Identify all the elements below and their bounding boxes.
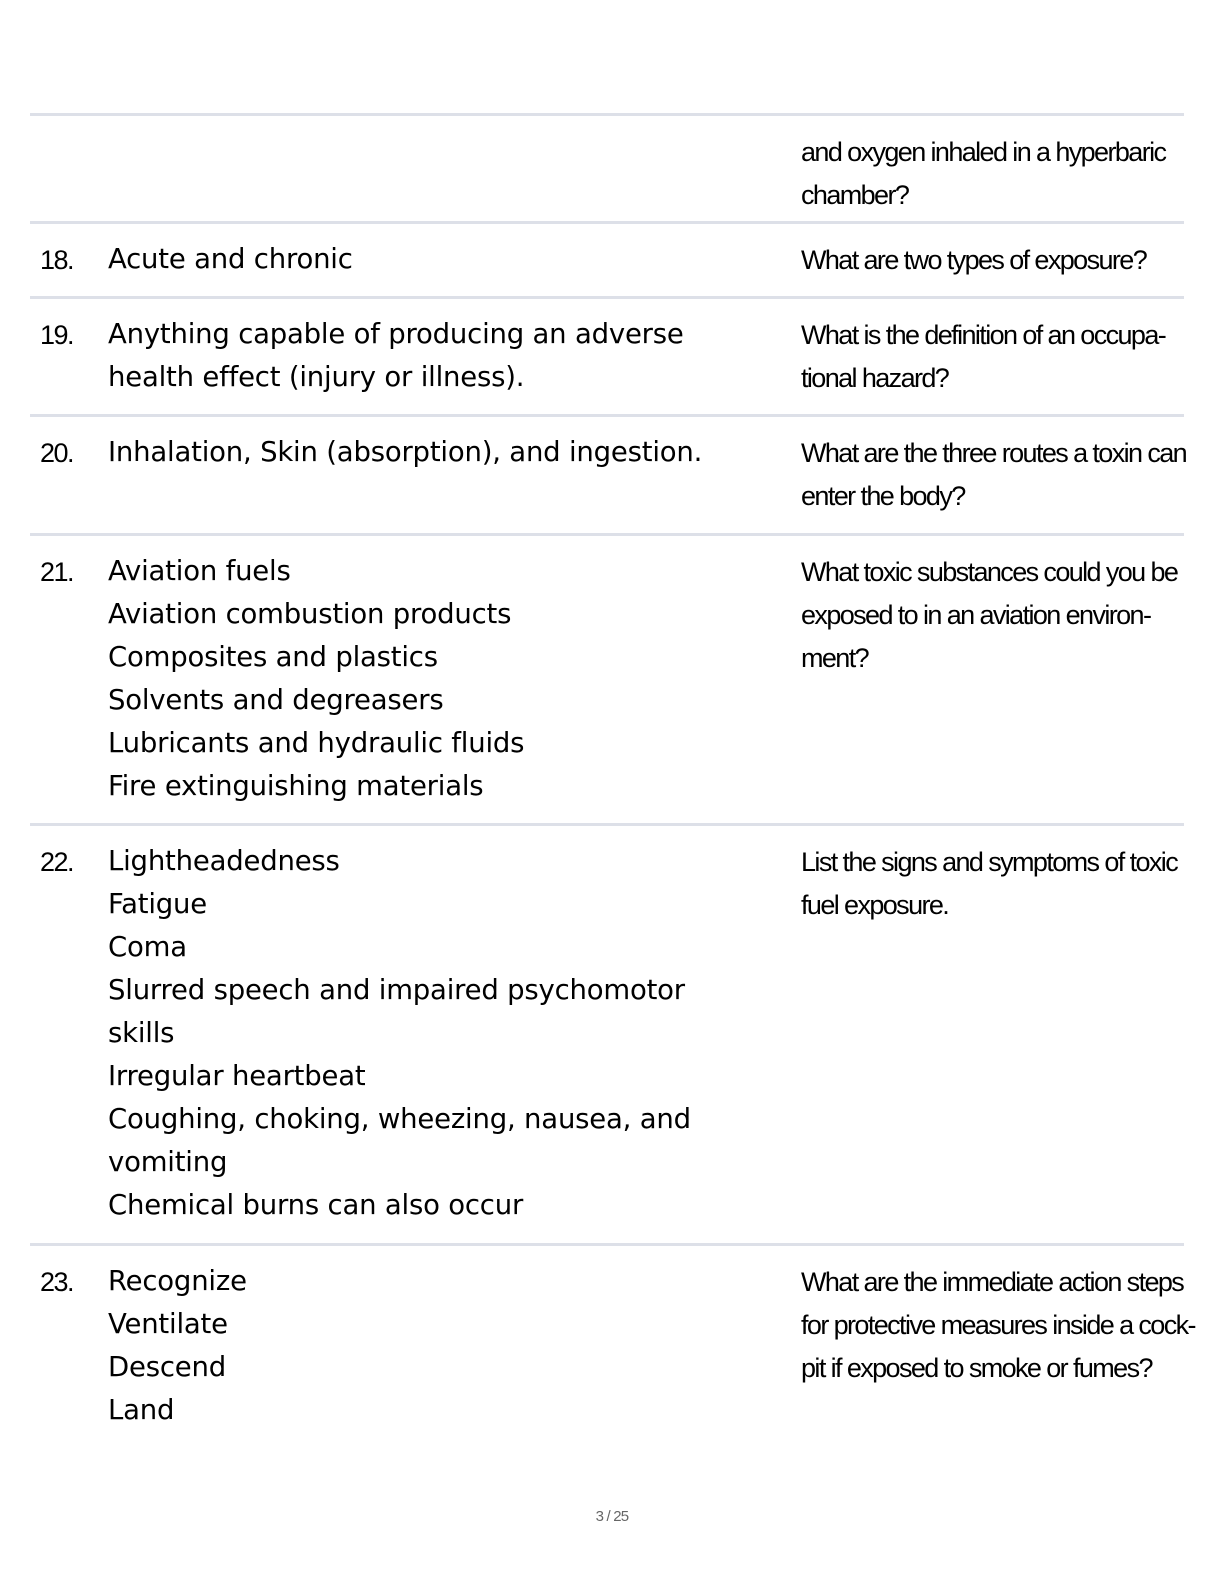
answer-line: Anything capable of producing an adverse [108,318,684,350]
answer-cell [108,840,691,1227]
question-line: and oxygen inhaled in a hyperbaric [801,137,1166,167]
question-line: What toxic substances could you be [801,557,1178,587]
answer-line: Aviation fuels [108,555,291,587]
table-row [30,533,1184,823]
answer-line: Solvents and degreasers [108,684,444,716]
question-line: What is the definition of an occupa- [801,320,1166,350]
question-cell [801,841,1177,927]
item-number: 20. [40,438,74,468]
table-row [30,221,1184,296]
item-number: 21. [40,557,74,587]
question-cell [801,1261,1195,1390]
flashcard-table [30,113,1195,1463]
item-number: 19. [40,320,74,350]
question-line: fuel exposure. [801,890,949,920]
question-line: tional hazard? [801,363,949,393]
answer-line: Inhalation, Skin (absorption), and ingestion. [108,436,703,468]
answer-line: Aviation combustion products [108,598,512,630]
question-cell [801,239,1146,282]
answer-line: Recognize [108,1265,247,1297]
table-row [30,823,1184,1243]
question-line: exposed to in an aviation environ- [801,600,1151,630]
question-cell [801,432,1186,518]
question-cell [801,551,1177,680]
item-number: 18. [40,245,74,275]
answer-line: Irregular heartbeat [108,1060,366,1092]
question-line: chamber? [801,180,909,210]
question-line: for protective measures inside a cock- [801,1310,1195,1340]
answer-line: Fatigue [108,888,207,920]
answer-cell [108,550,524,808]
answer-cell [108,238,353,281]
table-row [30,1243,1195,1463]
answer-line: Lightheadedness [108,845,340,877]
answer-line: Chemical burns can also occur [108,1189,524,1221]
answer-line: Ventilate [108,1308,228,1340]
answer-line: Coma [108,931,187,963]
answer-cell [108,431,702,474]
answer-cell [108,313,684,399]
table-row [30,296,1184,414]
item-number: 23. [40,1267,74,1297]
question-line: What are two types of exposure? [801,245,1147,275]
question-line: What are the three routes a toxin can [801,438,1187,468]
question-line: ment? [801,643,869,673]
page-number: 3 / 25 [595,1508,629,1525]
answer-cell [108,1260,247,1432]
question-line: enter the body? [801,481,965,511]
answer-line: vomiting [108,1146,228,1178]
answer-line: Coughing, choking, wheezing, nausea, and [108,1103,691,1135]
answer-line: Acute and chronic [108,243,353,275]
question-line: pit if exposed to smoke or fumes? [801,1353,1152,1383]
table-row [30,414,1187,533]
answer-line: Land [108,1394,175,1426]
question-line: What are the immediate action steps [801,1267,1184,1297]
answer-line: health effect (injury or illness). [108,361,525,393]
table-row [30,113,1184,221]
item-number: 22. [40,847,74,877]
answer-line: skills [108,1017,175,1049]
answer-line: Fire extinguishing materials [108,770,484,802]
question-line: List the signs and symptoms of toxic [801,847,1178,877]
answer-line: Lubricants and hydraulic fluids [108,727,525,759]
answer-line: Slurred speech and impaired psychomotor [108,974,685,1006]
question-cell [801,314,1165,400]
answer-line: Composites and plastics [108,641,438,673]
question-cell [801,131,1165,217]
answer-line: Descend [108,1351,226,1383]
